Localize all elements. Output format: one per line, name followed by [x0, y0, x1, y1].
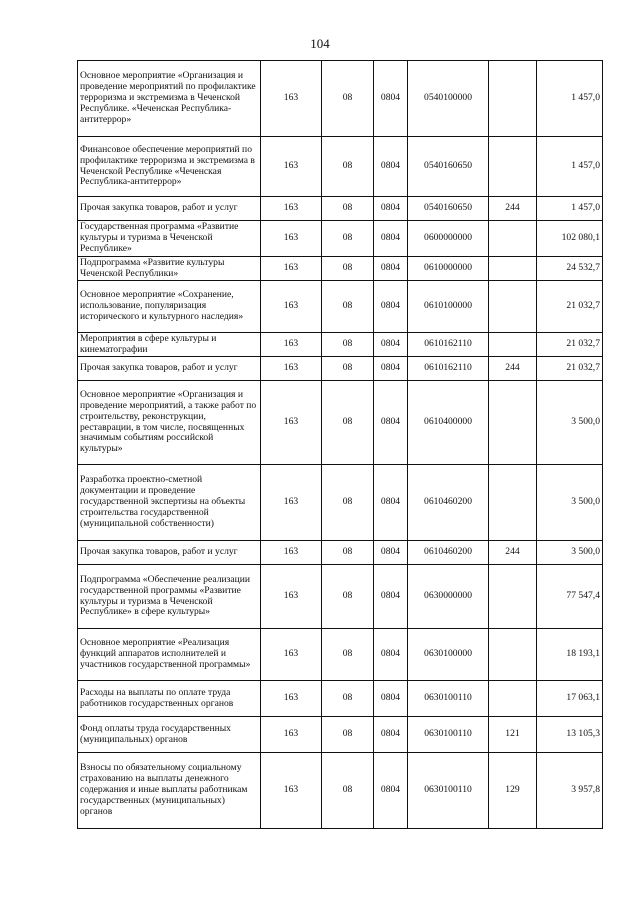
- subsection-code: 0804: [374, 333, 408, 357]
- subsection-code: 0804: [374, 221, 408, 257]
- table-row: [78, 717, 603, 753]
- row-name: Взносы по обязательному социальному страхованию на выплаты денежного содержания и иные выплаты работникам государственных (муниципальных) органов: [78, 753, 261, 829]
- ministry-code: 163: [261, 137, 322, 197]
- table-row: [78, 257, 603, 281]
- table-row: [78, 221, 603, 257]
- amount: 21 032,7: [537, 357, 603, 381]
- row-name: Мероприятия в сфере культуры и кинематографии: [78, 333, 261, 357]
- section-code: 08: [322, 465, 374, 541]
- section-code: 08: [322, 717, 374, 753]
- section-code: 08: [322, 381, 374, 465]
- ministry-code: 163: [261, 221, 322, 257]
- amount: 3 957,8: [537, 753, 603, 829]
- amount: 1 457,0: [537, 61, 603, 137]
- ministry-code: 163: [261, 257, 322, 281]
- amount: 3 500,0: [537, 465, 603, 541]
- expense-type-code: 121: [489, 717, 537, 753]
- amount: 1 457,0: [537, 197, 603, 221]
- amount: 21 032,7: [537, 333, 603, 357]
- expense-type-code: [489, 381, 537, 465]
- expense-type-code: [489, 333, 537, 357]
- table-row: [78, 753, 603, 829]
- target-article-code: 0540100000: [408, 61, 489, 137]
- target-article-code: 0630000000: [408, 565, 489, 629]
- table-row: [78, 281, 603, 333]
- target-article-code: 0610460200: [408, 465, 489, 541]
- ministry-code: 163: [261, 541, 322, 565]
- ministry-code: 163: [261, 197, 322, 221]
- table-row: [78, 357, 603, 381]
- row-name: Прочая закупка товаров, работ и услуг: [78, 541, 261, 565]
- amount: 18 193,1: [537, 629, 603, 681]
- target-article-code: 0540160650: [408, 197, 489, 221]
- table-row: [78, 333, 603, 357]
- row-name: Фонд оплаты труда государственных (муниципальных) органов: [78, 717, 261, 753]
- subsection-code: 0804: [374, 753, 408, 829]
- amount: 1 457,0: [537, 137, 603, 197]
- target-article-code: 0540160650: [408, 137, 489, 197]
- subsection-code: 0804: [374, 565, 408, 629]
- section-code: 08: [322, 629, 374, 681]
- subsection-code: 0804: [374, 629, 408, 681]
- expense-type-code: 129: [489, 753, 537, 829]
- target-article-code: 0610100000: [408, 281, 489, 333]
- expense-type-code: 244: [489, 357, 537, 381]
- expense-type-code: [489, 565, 537, 629]
- table-row: [78, 197, 603, 221]
- expense-type-code: [489, 221, 537, 257]
- budget-table: [77, 60, 603, 829]
- ministry-code: 163: [261, 565, 322, 629]
- target-article-code: 0610400000: [408, 381, 489, 465]
- amount: 3 500,0: [537, 381, 603, 465]
- subsection-code: 0804: [374, 541, 408, 565]
- row-name: Основное мероприятие «Организация и проведение мероприятий по профилактике терроризма и экстремизма в Чеченской Республике. «Чеченская Республика-антитеррор»: [78, 61, 261, 137]
- section-code: 08: [322, 541, 374, 565]
- ministry-code: 163: [261, 465, 322, 541]
- amount: 77 547,4: [537, 565, 603, 629]
- amount: 24 532,7: [537, 257, 603, 281]
- row-name: Основное мероприятие «Реализация функций аппаратов исполнителей и участников государственной программы»: [78, 629, 261, 681]
- section-code: 08: [322, 137, 374, 197]
- page-number: 104: [310, 36, 330, 51]
- subsection-code: 0804: [374, 381, 408, 465]
- row-name: Прочая закупка товаров, работ и услуг: [78, 357, 261, 381]
- expense-type-code: 244: [489, 541, 537, 565]
- expense-type-code: [489, 257, 537, 281]
- ministry-code: 163: [261, 381, 322, 465]
- row-name: Основное мероприятие «Сохранение, использование, популяризация исторического и культурного наследия»: [78, 281, 261, 333]
- table-row: [78, 465, 603, 541]
- section-code: 08: [322, 565, 374, 629]
- ministry-code: 163: [261, 681, 322, 717]
- subsection-code: 0804: [374, 717, 408, 753]
- expense-type-code: [489, 137, 537, 197]
- section-code: 08: [322, 357, 374, 381]
- target-article-code: 0610162110: [408, 333, 489, 357]
- subsection-code: 0804: [374, 465, 408, 541]
- target-article-code: 0630100000: [408, 629, 489, 681]
- subsection-code: 0804: [374, 257, 408, 281]
- expense-type-code: [489, 61, 537, 137]
- section-code: 08: [322, 753, 374, 829]
- table-row: [78, 61, 603, 137]
- expense-type-code: 244: [489, 197, 537, 221]
- row-name: Финансовое обеспечение мероприятий по профилактике терроризма и экстремизма в Чеченской Республике «Чеченская Республика-антитеррор»: [78, 137, 261, 197]
- table-row: [78, 681, 603, 717]
- row-name: Разработка проектно-сметной документации и проведение государственной экспертизы на объекты строительства государственной (муниципальной собственности): [78, 465, 261, 541]
- subsection-code: 0804: [374, 281, 408, 333]
- subsection-code: 0804: [374, 137, 408, 197]
- row-name: Подпрограмма «Развитие культуры Чеченской Республики»: [78, 257, 261, 281]
- subsection-code: 0804: [374, 197, 408, 221]
- ministry-code: 163: [261, 717, 322, 753]
- subsection-code: 0804: [374, 681, 408, 717]
- target-article-code: 0610000000: [408, 257, 489, 281]
- ministry-code: 163: [261, 61, 322, 137]
- table-row: [78, 541, 603, 565]
- amount: 3 500,0: [537, 541, 603, 565]
- ministry-code: 163: [261, 333, 322, 357]
- target-article-code: 0610460200: [408, 541, 489, 565]
- section-code: 08: [322, 257, 374, 281]
- amount: 102 080,1: [537, 221, 603, 257]
- subsection-code: 0804: [374, 357, 408, 381]
- ministry-code: 163: [261, 753, 322, 829]
- ministry-code: 163: [261, 357, 322, 381]
- ministry-code: 163: [261, 629, 322, 681]
- section-code: 08: [322, 681, 374, 717]
- section-code: 08: [322, 61, 374, 137]
- expense-type-code: [489, 281, 537, 333]
- ministry-code: 163: [261, 281, 322, 333]
- section-code: 08: [322, 281, 374, 333]
- section-code: 08: [322, 197, 374, 221]
- target-article-code: 0600000000: [408, 221, 489, 257]
- row-name: Основное мероприятие «Организация и проведение мероприятий, а также работ по строительству, реконструкции, реставрации, в том числе, посвященных значимым событиям российской культуры»: [78, 381, 261, 465]
- expense-type-code: [489, 629, 537, 681]
- expense-type-code: [489, 681, 537, 717]
- target-article-code: 0630100110: [408, 717, 489, 753]
- table-row: [78, 137, 603, 197]
- subsection-code: 0804: [374, 61, 408, 137]
- table-row: [78, 565, 603, 629]
- row-name: Расходы на выплаты по оплате труда работников государственных органов: [78, 681, 261, 717]
- section-code: 08: [322, 333, 374, 357]
- amount: 13 105,3: [537, 717, 603, 753]
- table-row: [78, 629, 603, 681]
- amount: 21 032,7: [537, 281, 603, 333]
- section-code: 08: [322, 221, 374, 257]
- target-article-code: 0610162110: [408, 357, 489, 381]
- table-row: [78, 381, 603, 465]
- row-name: Прочая закупка товаров, работ и услуг: [78, 197, 261, 221]
- target-article-code: 0630100110: [408, 753, 489, 829]
- expense-type-code: [489, 465, 537, 541]
- target-article-code: 0630100110: [408, 681, 489, 717]
- row-name: Подпрограмма «Обеспечение реализации государственной программы «Развитие культуры и туризма в Чеченской Республике» в сфере культуры»: [78, 565, 261, 629]
- amount: 17 063,1: [537, 681, 603, 717]
- row-name: Государственная программа «Развитие культуры и туризма в Чеченской Республике»: [78, 221, 261, 257]
